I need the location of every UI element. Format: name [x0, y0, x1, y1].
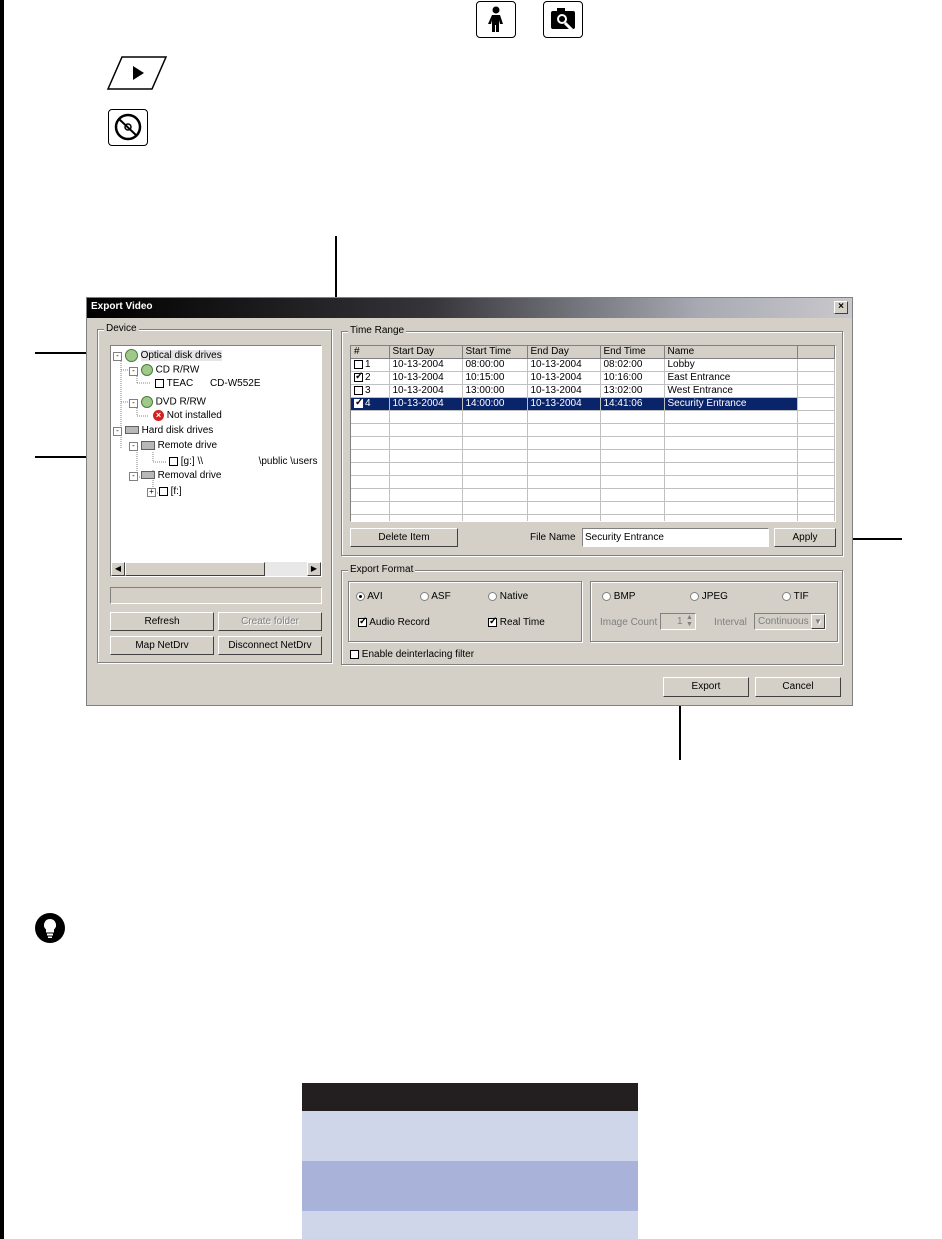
table-row[interactable] — [351, 385, 835, 398]
remote-item-checkbox[interactable] — [169, 457, 178, 466]
empty-cell — [664, 450, 797, 463]
title-bar[interactable] — [87, 298, 852, 318]
empty-cell — [600, 437, 664, 450]
scroll-thumb[interactable] — [125, 562, 265, 576]
cell-end-time: 14:41:06 — [600, 398, 664, 411]
bmp-option[interactable] — [602, 591, 635, 602]
cell-start-day: 10-13-2004 — [389, 359, 462, 372]
empty-cell — [389, 476, 462, 489]
empty-cell — [389, 502, 462, 515]
asf-label: ASF — [431, 591, 451, 602]
empty-cell — [527, 411, 600, 424]
close-button[interactable]: × — [834, 301, 848, 314]
empty-cell — [600, 463, 664, 476]
column-header-filler — [797, 346, 835, 359]
avi-option[interactable] — [356, 591, 383, 602]
avi-radio[interactable] — [356, 592, 365, 601]
tree-horizontal-scrollbar[interactable] — [111, 562, 321, 576]
window-title: Export Video — [91, 301, 153, 312]
empty-cell — [527, 476, 600, 489]
disc-icon — [108, 109, 148, 146]
empty-cell — [351, 424, 389, 437]
tree-label-hdd: Hard disk drives — [141, 425, 214, 436]
interval-select[interactable] — [754, 613, 826, 630]
empty-row — [351, 515, 835, 523]
jpeg-label: JPEG — [701, 591, 728, 602]
empty-cell — [527, 437, 600, 450]
device-group — [97, 323, 332, 663]
device-group-label: Device — [106, 323, 137, 334]
collapse-icon[interactable]: - — [129, 442, 138, 451]
empty-row — [351, 450, 835, 463]
cell-name: Lobby — [664, 359, 797, 372]
cell-name: East Entrance — [664, 372, 797, 385]
empty-cell — [527, 450, 600, 463]
collapse-icon[interactable]: - — [113, 352, 122, 361]
reference-table-row — [302, 1111, 638, 1161]
time-range-group — [341, 325, 843, 556]
tree-node-cd[interactable] — [129, 364, 199, 376]
empty-cell — [600, 424, 664, 437]
tree-label-removal-item: [f:] — [170, 486, 182, 497]
cell-start-time: 13:00:00 — [462, 385, 527, 398]
empty-cell — [462, 411, 527, 424]
empty-cell — [351, 437, 389, 450]
cell-start-day: 10-13-2004 — [389, 385, 462, 398]
empty-cell — [664, 411, 797, 424]
empty-cell — [389, 411, 462, 424]
jpeg-radio[interactable] — [690, 592, 699, 601]
row-checkbox[interactable] — [354, 399, 363, 408]
removal-item-checkbox[interactable] — [159, 487, 168, 496]
bmp-radio[interactable] — [602, 592, 611, 601]
tif-option[interactable] — [782, 591, 809, 602]
cell-start-time: 08:00:00 — [462, 359, 527, 372]
file-name-label: File Name — [530, 532, 576, 543]
real-time-option[interactable] — [488, 617, 545, 628]
cell-end-time: 13:02:00 — [600, 385, 664, 398]
tree-label-optical: Optical disk drives — [140, 350, 222, 362]
cell-name: Security Entrance — [664, 398, 797, 411]
empty-cell — [797, 424, 835, 437]
export-format-group-label: Export Format — [350, 564, 414, 575]
empty-cell — [351, 463, 389, 476]
column-header[interactable]: Start Time — [462, 346, 527, 359]
search-camera-icon — [543, 1, 583, 38]
tree-node-hdd[interactable] — [113, 425, 213, 436]
column-header[interactable]: End Time — [600, 346, 664, 359]
real-time-label: Real Time — [499, 617, 545, 628]
empty-row — [351, 437, 835, 450]
empty-cell — [527, 424, 600, 437]
row-number: 2 — [365, 372, 371, 383]
deinterlace-label: Enable deinterlacing filter — [361, 649, 475, 660]
empty-cell — [351, 476, 389, 489]
empty-cell — [351, 502, 389, 515]
file-name-input[interactable] — [582, 528, 769, 547]
row-checkbox[interactable] — [354, 360, 363, 369]
empty-cell — [389, 424, 462, 437]
asf-radio[interactable] — [420, 592, 429, 601]
empty-cell — [797, 463, 835, 476]
empty-cell — [462, 424, 527, 437]
real-time-checkbox[interactable] — [488, 618, 497, 627]
empty-cell — [797, 489, 835, 502]
collapse-icon[interactable]: - — [129, 472, 138, 481]
empty-cell — [351, 411, 389, 424]
map-netdrv-button[interactable]: Map NetDrv — [110, 636, 214, 655]
empty-cell — [389, 450, 462, 463]
empty-cell — [664, 502, 797, 515]
asf-option[interactable] — [420, 591, 451, 602]
row-number-cell[interactable] — [351, 385, 389, 398]
empty-row — [351, 476, 835, 489]
empty-row — [351, 424, 835, 437]
empty-row — [351, 489, 835, 502]
spin-arrows-icon: ▲ ▼ — [686, 614, 693, 628]
empty-cell — [462, 502, 527, 515]
empty-cell — [351, 489, 389, 502]
avi-label: AVI — [367, 591, 383, 602]
table-row[interactable] — [351, 398, 835, 411]
empty-cell — [462, 437, 527, 450]
tree-node-removal-item[interactable] — [147, 486, 182, 497]
cell-end-day: 10-13-2004 — [527, 372, 600, 385]
column-header[interactable]: Name — [664, 346, 797, 359]
cell-start-day: 10-13-2004 — [389, 398, 462, 411]
deinterlace-option[interactable] — [350, 649, 474, 660]
jpeg-option[interactable] — [690, 591, 728, 602]
time-range-group-label: Time Range — [350, 325, 405, 336]
cell-start-day: 10-13-2004 — [389, 372, 462, 385]
image-count-label: Image Count — [600, 617, 658, 628]
dropdown-arrow-icon[interactable]: ▼ — [811, 614, 825, 629]
tree-node-remote-item[interactable] — [169, 456, 318, 467]
empty-cell — [351, 515, 389, 523]
time-range-table — [351, 346, 835, 522]
empty-cell — [600, 489, 664, 502]
cell-end-day: 10-13-2004 — [527, 398, 600, 411]
empty-cell — [797, 476, 835, 489]
hard-disk-icon — [125, 426, 139, 434]
table-row[interactable] — [351, 372, 835, 385]
empty-cell — [664, 463, 797, 476]
collapse-icon[interactable]: - — [129, 399, 138, 408]
empty-cell — [351, 450, 389, 463]
tree-label-cd: CD R/RW — [155, 364, 200, 376]
interval-label: Interval — [714, 617, 747, 628]
empty-cell — [462, 515, 527, 523]
empty-cell — [527, 515, 600, 523]
audio-record-label: Audio Record — [369, 617, 430, 628]
row-number: 3 — [365, 385, 371, 396]
play-icon — [106, 55, 168, 94]
video-format-box — [348, 581, 582, 642]
empty-cell — [797, 515, 835, 523]
tree-node-remote[interactable] — [129, 440, 217, 451]
collapse-icon[interactable]: - — [113, 427, 122, 436]
image-count-value: 1 — [677, 616, 683, 627]
reference-table-row — [302, 1211, 638, 1239]
cell-start-time: 10:15:00 — [462, 372, 527, 385]
cd-icon — [141, 364, 153, 376]
cancel-button[interactable]: Cancel — [755, 677, 841, 697]
empty-cell — [389, 437, 462, 450]
empty-cell — [462, 450, 527, 463]
create-folder-button[interactable]: Create folder — [218, 612, 322, 631]
empty-row — [351, 463, 835, 476]
scroll-right-button[interactable]: ▶ — [307, 562, 321, 576]
cell-start-time: 14:00:00 — [462, 398, 527, 411]
cell-end-time: 10:16:00 — [600, 372, 664, 385]
row-number: 4 — [365, 398, 371, 409]
tree-label-cd-item: TEAC CD-W552E — [166, 378, 261, 389]
native-option[interactable] — [488, 591, 528, 602]
page-edge-bar — [0, 0, 4, 1239]
removable-drive-icon — [141, 471, 155, 479]
audio-record-checkbox[interactable] — [358, 618, 367, 627]
tree-label-dvd-item: Not installed — [166, 410, 222, 421]
empty-cell — [664, 437, 797, 450]
empty-cell — [600, 502, 664, 515]
empty-cell — [664, 489, 797, 502]
empty-cell — [527, 463, 600, 476]
empty-cell — [389, 463, 462, 476]
empty-cell — [462, 476, 527, 489]
cd-item-checkbox[interactable] — [155, 379, 164, 388]
row-checkbox[interactable] — [354, 373, 363, 382]
tif-radio[interactable] — [782, 592, 791, 601]
column-header[interactable]: End Day — [527, 346, 600, 359]
empty-cell — [797, 502, 835, 515]
cell-filler — [797, 372, 835, 385]
empty-row — [351, 502, 835, 515]
error-icon: × — [153, 410, 164, 421]
empty-cell — [462, 489, 527, 502]
row-number-cell[interactable] — [351, 359, 389, 372]
empty-cell — [600, 411, 664, 424]
refresh-button[interactable]: Refresh — [110, 612, 214, 631]
interval-value: Continuous — [758, 616, 809, 627]
device-tree[interactable] — [110, 345, 322, 577]
native-radio[interactable] — [488, 592, 497, 601]
empty-cell — [600, 450, 664, 463]
column-header[interactable]: Start Day — [389, 346, 462, 359]
tif-label: TIF — [793, 591, 809, 602]
empty-cell — [389, 515, 462, 523]
cell-filler — [797, 359, 835, 372]
bmp-label: BMP — [613, 591, 636, 602]
optical-disc-icon — [125, 349, 138, 362]
row-number-cell[interactable] — [351, 372, 389, 385]
empty-cell — [527, 502, 600, 515]
tree-label-remote-item: [g:] \\ \public \users — [180, 456, 318, 467]
row-number: 1 — [365, 359, 371, 370]
export-format-group — [341, 564, 843, 665]
reference-table-row — [302, 1161, 638, 1211]
empty-cell — [664, 476, 797, 489]
empty-cell — [797, 411, 835, 424]
tree-node-cd-item[interactable] — [155, 378, 261, 389]
row-number-cell[interactable] — [351, 398, 389, 411]
path-field[interactable] — [110, 587, 322, 604]
scroll-left-button[interactable]: ◀ — [111, 562, 125, 576]
network-drive-icon — [141, 441, 155, 450]
export-video-dialog — [86, 297, 853, 706]
tree-label-remote: Remote drive — [157, 440, 218, 451]
tree-label-dvd: DVD R/RW — [155, 396, 206, 408]
audio-record-option[interactable] — [358, 617, 430, 628]
cell-filler — [797, 385, 835, 398]
dvd-icon — [141, 396, 153, 408]
export-button[interactable]: Export — [663, 677, 749, 697]
empty-cell — [797, 437, 835, 450]
empty-cell — [389, 489, 462, 502]
tree-node-optical[interactable] — [113, 349, 222, 362]
empty-cell — [462, 463, 527, 476]
tree-label-removal: Removal drive — [157, 470, 222, 481]
table-header-row — [351, 346, 835, 359]
deinterlace-checkbox[interactable] — [350, 650, 359, 659]
expand-icon[interactable]: + — [147, 488, 156, 497]
empty-cell — [664, 515, 797, 523]
empty-row — [351, 411, 835, 424]
tree-node-removal[interactable] — [129, 470, 221, 481]
row-checkbox[interactable] — [354, 386, 363, 395]
time-range-table-frame — [350, 345, 836, 522]
cell-end-day: 10-13-2004 — [527, 359, 600, 372]
table-row[interactable] — [351, 359, 835, 372]
delete-item-button[interactable]: Delete Item — [350, 528, 458, 547]
empty-cell — [664, 424, 797, 437]
collapse-icon[interactable]: - — [129, 367, 138, 376]
cell-end-day: 10-13-2004 — [527, 385, 600, 398]
empty-cell — [797, 450, 835, 463]
empty-cell — [600, 515, 664, 523]
empty-cell — [600, 476, 664, 489]
cell-name: West Entrance — [664, 385, 797, 398]
empty-cell — [527, 489, 600, 502]
cell-filler — [797, 398, 835, 411]
tree-node-dvd-item — [153, 410, 222, 421]
tip-lightbulb-icon — [35, 913, 65, 943]
native-label: Native — [499, 591, 529, 602]
image-count-spinner[interactable] — [660, 613, 696, 630]
apply-button[interactable]: Apply — [774, 528, 836, 547]
reference-table-header — [302, 1083, 638, 1111]
tree-node-dvd[interactable] — [129, 396, 206, 408]
cell-end-time: 08:02:00 — [600, 359, 664, 372]
column-header[interactable]: # — [351, 346, 389, 359]
person-icon — [476, 1, 516, 38]
disconnect-netdrv-button[interactable]: Disconnect NetDrv — [218, 636, 322, 655]
